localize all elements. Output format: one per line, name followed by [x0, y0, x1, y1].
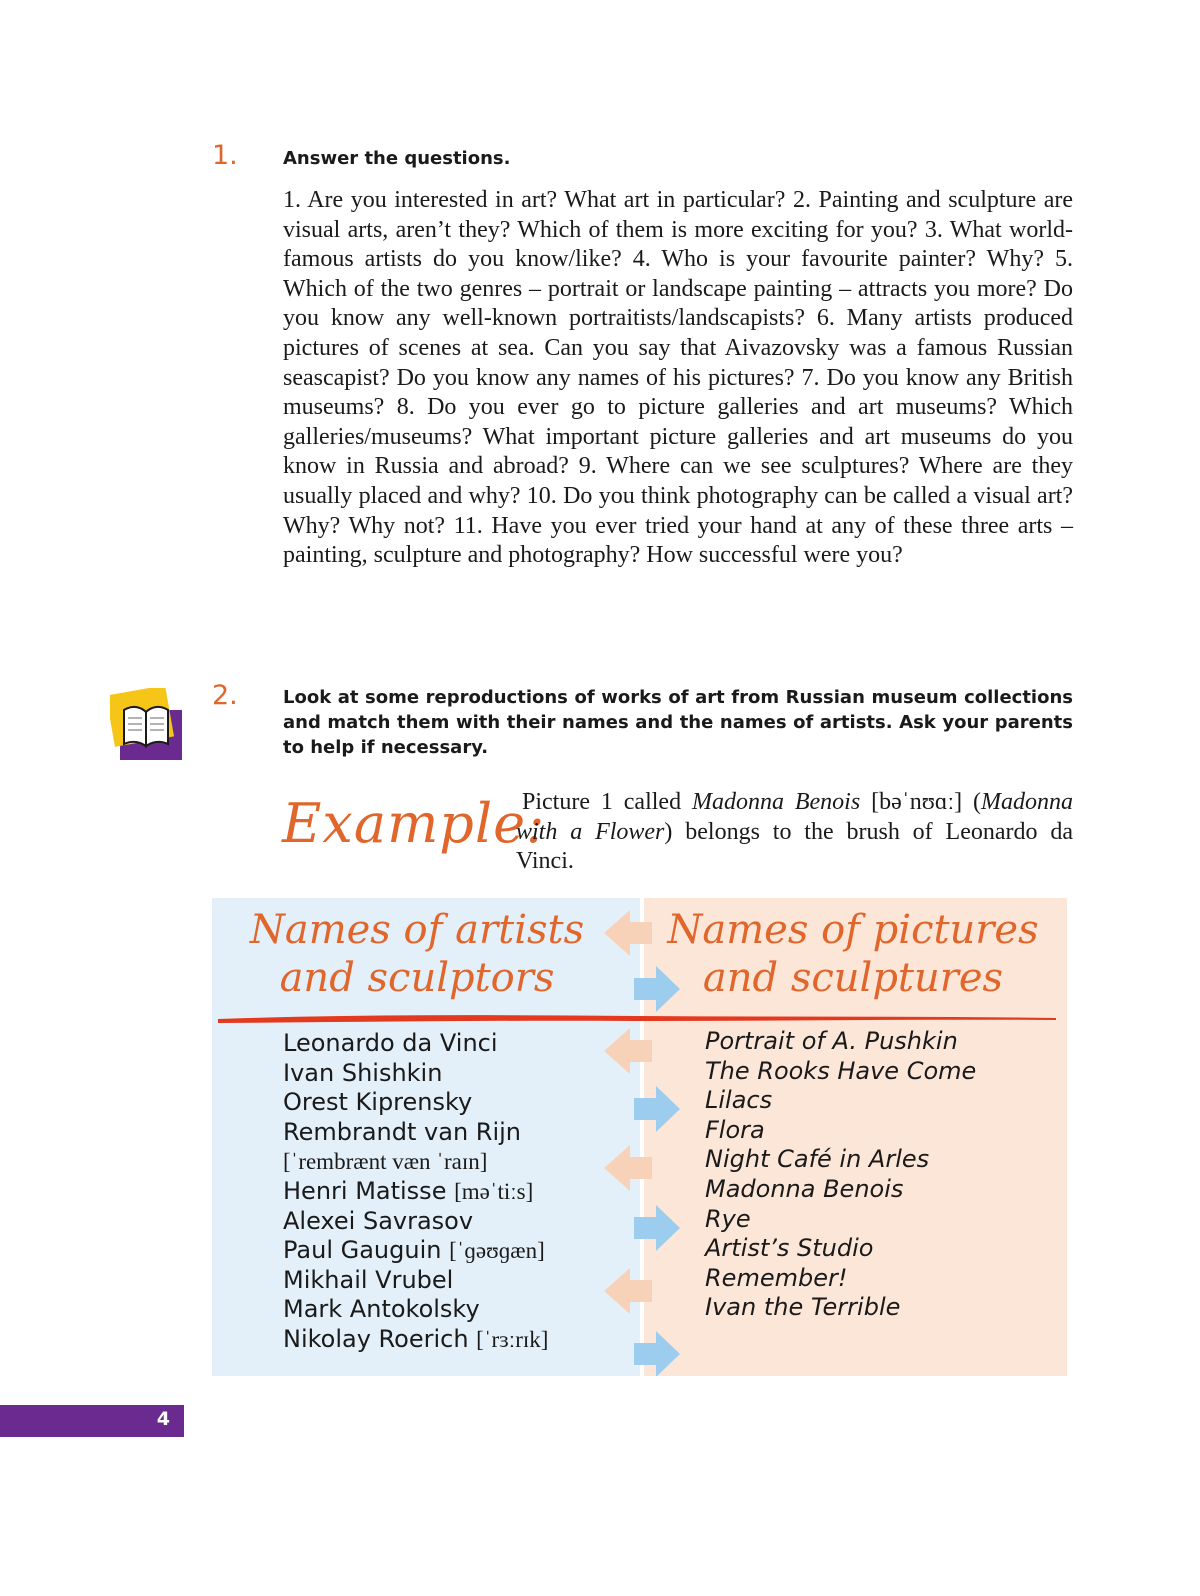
- artists-list: [283, 1029, 548, 1355]
- artist-item: Alexei Savrasov: [283, 1206, 474, 1235]
- works-list: [705, 1027, 976, 1323]
- artist-item: Mikhail Vrubel: [283, 1265, 454, 1294]
- exercise-2-instruction: Look at some reproductions of works of art from Russian museum collections and match them with their names and the names of artists. Ask your parents to help if necessary.: [283, 687, 1073, 758]
- heading-divider: [218, 1012, 1056, 1024]
- artist-item: Rembrandt van Rijn: [283, 1117, 522, 1146]
- artist-item: Mark Antokolsky: [283, 1295, 480, 1324]
- work-item: The Rooks Have Come: [705, 1056, 977, 1085]
- page-number-bar: [0, 1405, 184, 1437]
- exercise-2-number: 2.: [212, 680, 238, 711]
- work-item: Rye: [705, 1204, 751, 1233]
- work-item: Portrait of A. Pushkin: [705, 1027, 958, 1055]
- example-label: Example:: [282, 792, 546, 855]
- artists-heading: Names of artists and sculptors: [249, 907, 585, 1001]
- example-text: Picture 1 called Madonna Benois [bəˈnʊɑː] (Madonna with a Flower) belongs to the brush of Leonardo da Vinci.: [516, 789, 1074, 875]
- artist-item: Leonardo da Vinci: [283, 1029, 498, 1057]
- artist-item: Henri Matisse [məˈtiːs]: [283, 1176, 534, 1205]
- works-heading: Names of pictures and sculptures: [667, 907, 1039, 1001]
- work-item: Night Café in Arles: [705, 1145, 930, 1174]
- page-number: 4: [156, 1408, 170, 1430]
- exercise-1-questions: 1. Are you interested in art? What art in particular? 2. Painting and sculpture are visual arts, aren’t they? Which of them is more exciting for you? 3. What world-famous artists do you know/like? 4. Who is your favourite painter? Why? 5. Which of the two genres – portrait or landscape painting – attracts you more? Do you know any well-known portraitists/landscapists? 6. Many artists produced pictures of scenes at sea. Can you say that Aivazovsky was a famous Russian seascapist? Do you know any names of his pictures? 7. Do you know any British museums? 8. Do you ever go to picture galleries and art museums? Which galleries/museums? What important picture galleries and art museums do you know in Russia and abroad? 9. Where can we see sculptures? Where are they usually placed and why? 10. Do you think photography can be called a visual art? Why? Why not? 11. Have you ever tried your hand at any of these three arts – painting, sculpture and photography? How successful were you?: [283, 187, 1073, 569]
- work-item: Artist’s Studio: [705, 1234, 874, 1263]
- work-item: Madonna Benois: [705, 1174, 904, 1203]
- artist-item: Orest Kiprensky: [283, 1088, 473, 1117]
- exercise-1-number: 1.: [212, 140, 238, 171]
- work-item: Ivan the Terrible: [705, 1293, 901, 1322]
- exercise-1-instruction: Answer the questions.: [283, 148, 511, 169]
- artist-item: Nikolay Roerich [ˈrɜːrɪk]: [283, 1324, 549, 1353]
- open-book-icon: [110, 688, 182, 760]
- work-item: Remember!: [705, 1263, 848, 1292]
- work-item: Lilacs: [705, 1086, 773, 1115]
- work-item: Flora: [705, 1115, 765, 1144]
- artist-item: Paul Gauguin [ˈɡəʊɡæn]: [283, 1236, 545, 1265]
- artist-item: [ˈrembrænt væn ˈraɪn]: [283, 1149, 488, 1175]
- artist-item: Ivan Shishkin: [283, 1058, 443, 1087]
